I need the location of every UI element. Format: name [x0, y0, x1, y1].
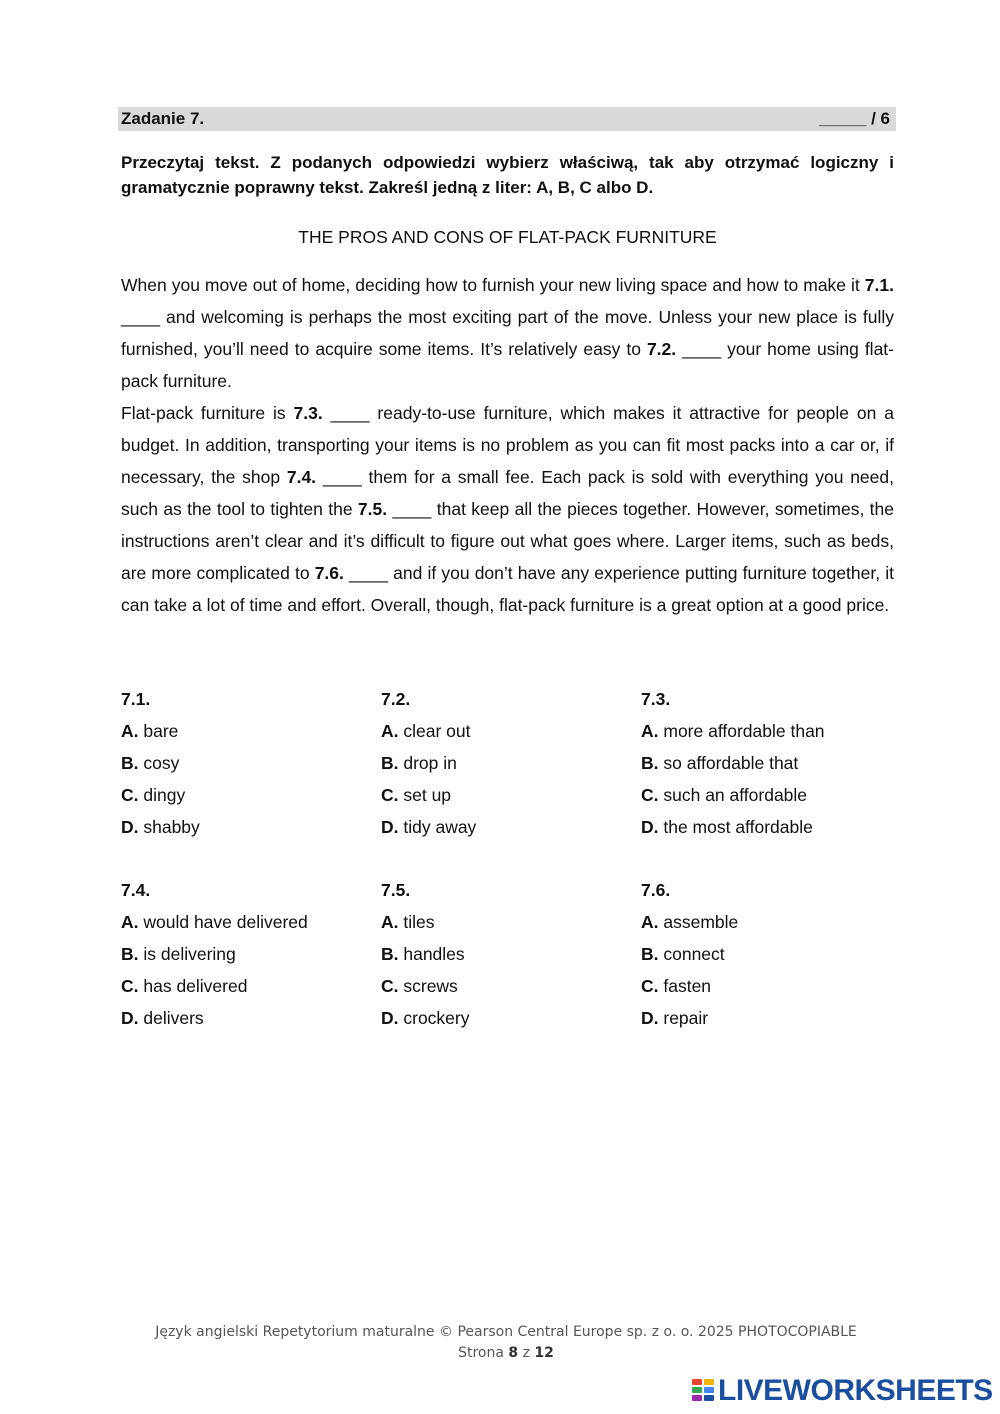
- option-text: tiles: [398, 912, 435, 932]
- brand-name: LIVEWORKSHEETS: [718, 1374, 993, 1407]
- option-letter: B.: [381, 753, 399, 773]
- question-7-4: [121, 874, 381, 1034]
- text-title: THE PROS AND CONS OF FLAT-PACK FURNITURE: [298, 227, 717, 247]
- option-c[interactable]: [121, 970, 381, 1002]
- option-letter: B.: [641, 944, 659, 964]
- score-field: _____ / 6: [819, 109, 890, 128]
- option-letter: D.: [121, 1008, 139, 1028]
- option-letter: B.: [121, 944, 139, 964]
- option-b[interactable]: [121, 747, 381, 779]
- option-text: fasten: [658, 976, 712, 996]
- gap-7-3: 7.3.: [293, 403, 323, 423]
- option-text: cosy: [138, 753, 180, 773]
- option-text: dingy: [138, 785, 186, 805]
- option-a[interactable]: [641, 906, 901, 938]
- option-text: more affordable than: [658, 721, 825, 741]
- option-a[interactable]: [121, 715, 381, 747]
- passage-text: ____ your home using flat-pack furniture.: [121, 339, 894, 391]
- option-b[interactable]: [641, 938, 901, 970]
- page-current: 8: [508, 1345, 519, 1361]
- option-a[interactable]: [641, 715, 901, 747]
- option-letter: A.: [381, 912, 399, 932]
- question-number: 7.6.: [641, 880, 671, 900]
- question-7-2: [381, 683, 641, 843]
- option-letter: C.: [121, 976, 139, 996]
- option-letter: D.: [121, 817, 139, 837]
- page-footer: [0, 1322, 1000, 1364]
- task-instruction: Przeczytaj tekst. Z podanych odpowiedzi wybierz właściwą, tak aby otrzymać logiczny i gramatycznie poprawny tekst. Zakreśl jedną z liter: A, B, C albo D.: [121, 153, 894, 197]
- page-total: 12: [534, 1345, 554, 1361]
- option-letter: A.: [121, 912, 139, 932]
- option-a[interactable]: [121, 906, 381, 938]
- option-letter: C.: [641, 785, 659, 805]
- option-text: handles: [398, 944, 465, 964]
- task-title: Zadanie 7.: [121, 109, 205, 128]
- option-text: is delivering: [138, 944, 236, 964]
- liveworksheets-brand[interactable]: [692, 1374, 993, 1408]
- page-sep: z: [518, 1345, 535, 1361]
- option-text: set up: [398, 785, 452, 805]
- option-text: has delivered: [138, 976, 248, 996]
- option-text: connect: [658, 944, 725, 964]
- passage-paragraph-1: [121, 269, 894, 397]
- option-letter: A.: [121, 721, 139, 741]
- option-letter: A.: [641, 912, 659, 932]
- option-text: the most affordable: [658, 817, 813, 837]
- option-letter: B.: [381, 944, 399, 964]
- option-text: assemble: [658, 912, 739, 932]
- option-text: repair: [658, 1008, 709, 1028]
- reading-passage: [121, 269, 894, 621]
- option-letter: A.: [641, 721, 659, 741]
- option-b[interactable]: [381, 747, 641, 779]
- option-text: delivers: [138, 1008, 204, 1028]
- question-7-6: [641, 874, 901, 1034]
- question-number: 7.3.: [641, 689, 671, 709]
- gap-7-6: 7.6.: [314, 563, 344, 583]
- option-a[interactable]: [381, 906, 641, 938]
- gap-7-2: 7.2.: [646, 339, 677, 359]
- page-prefix: Strona: [458, 1345, 509, 1361]
- option-text: so affordable that: [658, 753, 799, 773]
- passage-text: ____ that keep all the pieces together. However, sometimes, the instructions aren’t clear and it’s difficult to figure out what goes where. Larger items, such as beds, are more complicated to: [121, 499, 894, 583]
- option-text: such an affordable: [658, 785, 808, 805]
- option-letter: A.: [381, 721, 399, 741]
- option-c[interactable]: [641, 970, 901, 1002]
- gap-7-4: 7.4.: [286, 467, 317, 487]
- option-b[interactable]: [121, 938, 381, 970]
- option-d[interactable]: [121, 811, 381, 843]
- option-letter: B.: [121, 753, 139, 773]
- option-text: crockery: [398, 1008, 470, 1028]
- option-text: shabby: [138, 817, 200, 837]
- option-letter: D.: [641, 817, 659, 837]
- option-letter: B.: [641, 753, 659, 773]
- option-letter: C.: [641, 976, 659, 996]
- option-d[interactable]: [641, 1002, 901, 1034]
- option-a[interactable]: [381, 715, 641, 747]
- question-number: 7.4.: [121, 880, 151, 900]
- option-letter: D.: [381, 817, 399, 837]
- option-d[interactable]: [121, 1002, 381, 1034]
- option-text: would have delivered: [138, 912, 308, 932]
- option-d[interactable]: [381, 811, 641, 843]
- passage-text: When you move out of home, deciding how to furnish your new living space and how to make it: [121, 275, 865, 295]
- options-row-2: [121, 874, 901, 1034]
- task-header: [118, 107, 896, 131]
- question-7-5: [381, 874, 641, 1034]
- question-7-1: [121, 683, 381, 843]
- gap-7-1: 7.1.: [864, 275, 894, 295]
- option-c[interactable]: [641, 779, 901, 811]
- question-7-3: [641, 683, 901, 843]
- passage-paragraph-2: [121, 397, 894, 621]
- option-text: clear out: [398, 721, 471, 741]
- option-letter: D.: [641, 1008, 659, 1028]
- option-text: bare: [138, 721, 179, 741]
- copyright-line: Język angielski Repetytorium maturalne © Pearson Central Europe sp. z o. o. 2025 PHOTOCOPIABLE: [155, 1324, 857, 1340]
- options-row-1: [121, 683, 901, 843]
- option-c[interactable]: [121, 779, 381, 811]
- option-letter: C.: [381, 785, 399, 805]
- option-letter: C.: [121, 785, 139, 805]
- option-c[interactable]: [381, 779, 641, 811]
- passage-text: ____ ready-to-use furniture, which makes it attractive for people on a budget. In addition, transporting your items is no problem as you can fit most packs into a car or, if necessary, the shop: [121, 403, 895, 487]
- passage-text: ____ and welcoming is perhaps the most exciting part of the move. Unless your new place is fully furnished, you’ll need to acquire some items. It’s relatively easy to: [121, 307, 894, 359]
- option-letter: D.: [381, 1008, 399, 1028]
- option-d[interactable]: [641, 811, 901, 843]
- passage-text: ____ them for a small fee. Each pack is sold with everything you need, such as the tool to tighten the: [121, 467, 894, 519]
- liveworksheets-logo-icon: [692, 1377, 716, 1405]
- option-c[interactable]: [381, 970, 641, 1002]
- option-b[interactable]: [381, 938, 641, 970]
- option-text: tidy away: [398, 817, 477, 837]
- page-number: [0, 1343, 1000, 1364]
- option-b[interactable]: [641, 747, 901, 779]
- option-letter: C.: [381, 976, 399, 996]
- passage-text: Flat-pack furniture is: [121, 403, 294, 423]
- option-text: drop in: [398, 753, 457, 773]
- question-number: 7.1.: [121, 689, 151, 709]
- option-d[interactable]: [381, 1002, 641, 1034]
- gap-7-5: 7.5.: [357, 499, 388, 519]
- option-text: screws: [398, 976, 458, 996]
- passage-text: ____ and if you don’t have any experience putting furniture together, it can take a lot of time and effort. Overall, though, flat-pack furniture is a great option at a good price.: [121, 563, 894, 615]
- question-number: 7.5.: [381, 880, 411, 900]
- question-number: 7.2.: [381, 689, 411, 709]
